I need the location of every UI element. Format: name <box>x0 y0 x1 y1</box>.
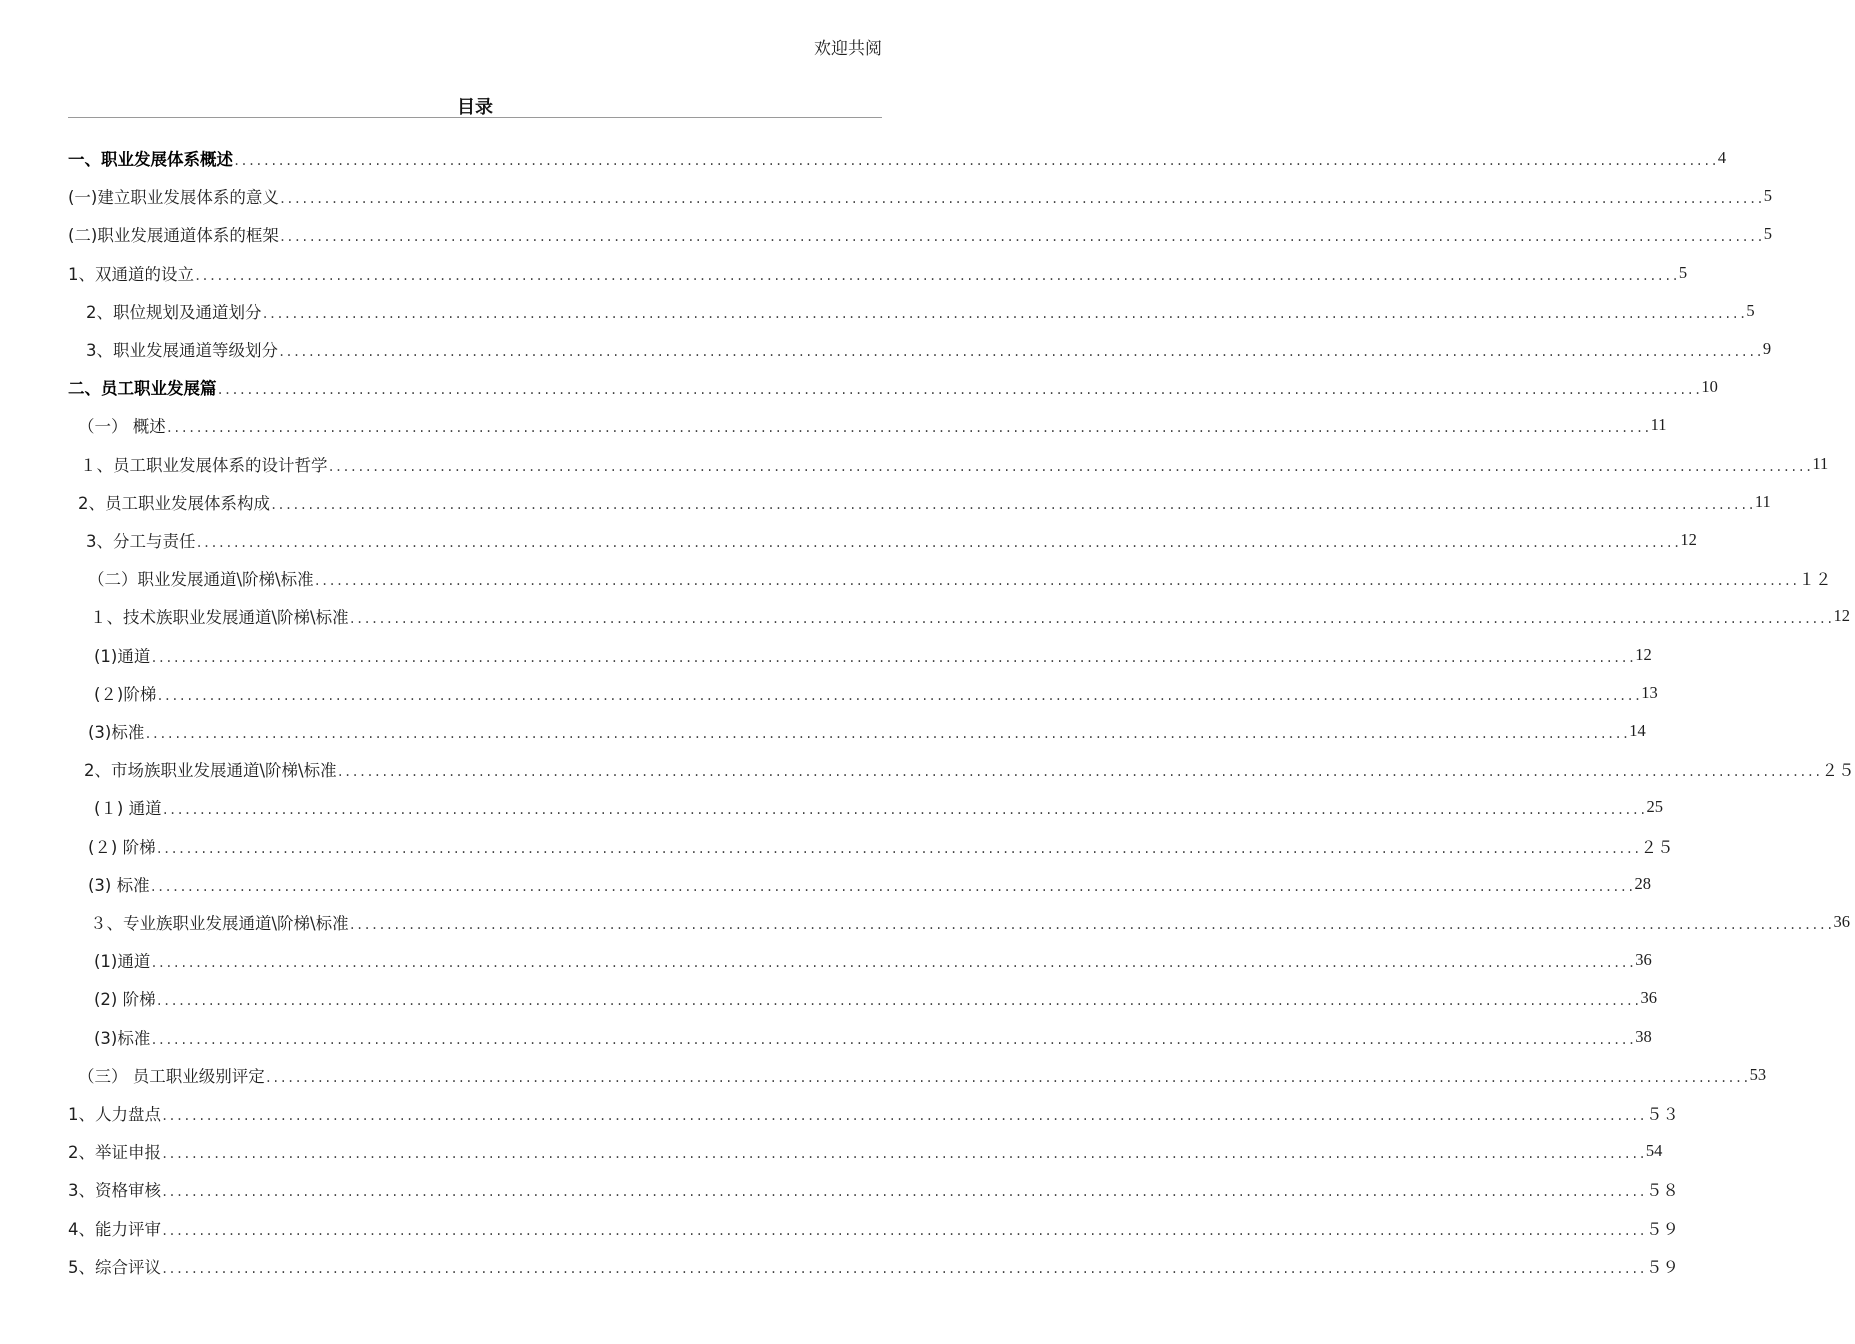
toc-entry-label: (3)标准 <box>94 1029 151 1048</box>
toc-entry[interactable] <box>78 412 1667 438</box>
toc-entry[interactable] <box>68 260 1688 286</box>
toc-entry-label: (２)阶梯 <box>94 685 157 704</box>
toc-entry-page-number: 5 <box>1763 224 1773 243</box>
toc-entry-page-number: 9 <box>1762 339 1772 358</box>
toc-entry-label: 2、市场族职业发展通道\阶梯\标准 <box>84 761 337 780</box>
toc-entry[interactable] <box>80 451 1829 477</box>
toc-leader-dots: ........................................................................................................................................................................................................ <box>150 651 1636 665</box>
toc-leader-dots: ........................................................................................................................................................................................................ <box>161 1262 1646 1276</box>
toc-entry[interactable] <box>94 985 1658 1011</box>
toc-entry[interactable] <box>68 1253 1679 1279</box>
toc-entry[interactable] <box>78 489 1771 515</box>
toc-leader-dots: ........................................................................................................................................................................................................ <box>270 498 1755 512</box>
toc-entry-page-number: 5 <box>1678 263 1688 282</box>
page-title: 目录 <box>457 97 493 118</box>
toc-entry-page-number: ５８ <box>1645 1181 1679 1200</box>
toc-entry-label: ３、专业族职业发展通道\阶梯\标准 <box>90 914 349 933</box>
toc-leader-dots: ........................................................................................................................................................................................................ <box>348 918 1834 932</box>
toc-entry-label: １、员工职业发展体系的设计哲学 <box>80 456 328 475</box>
toc-entry[interactable] <box>86 298 1755 324</box>
toc-entry-page-number: 36 <box>1640 988 1658 1007</box>
toc-entry-label: 一、职业发展体系概述 <box>68 150 233 169</box>
toc-entry-label: １、技术族职业发展通道\阶梯\标准 <box>90 608 349 627</box>
toc-entry[interactable] <box>68 1100 1679 1126</box>
toc-leader-dots: ........................................................................................................................................................................................................ <box>149 880 1635 894</box>
toc-entry-page-number: 36 <box>1833 912 1851 931</box>
toc-entry-label: 2、职位规划及通道划分 <box>86 303 262 322</box>
toc-entry-page-number: ５９ <box>1645 1220 1679 1239</box>
toc-entry-label: (3) 标准 <box>88 876 150 895</box>
toc-leader-dots: ........................................................................................................................................................................................................ <box>278 230 1764 244</box>
toc-leader-dots: ........................................................................................................................................................................................................ <box>278 192 1764 206</box>
toc-entry[interactable] <box>94 642 1652 668</box>
toc-entry[interactable] <box>94 680 1658 706</box>
toc-entry[interactable] <box>68 374 1718 400</box>
toc-entry[interactable] <box>90 909 1851 935</box>
toc-leader-dots: ........................................................................................................................................................................................................ <box>327 460 1813 474</box>
toc-entry[interactable] <box>88 833 1674 859</box>
toc-leader-dots: ........................................................................................................................................................................................................ <box>161 1109 1646 1123</box>
toc-entry-page-number: 11 <box>1812 454 1829 473</box>
toc-leader-dots: ........................................................................................................................................................................................................ <box>165 421 1651 435</box>
toc-leader-dots: ........................................................................................................................................................................................................ <box>161 1185 1646 1199</box>
toc-leader-dots: ........................................................................................................................................................................................................ <box>161 803 1647 817</box>
toc-entry-page-number: 5 <box>1763 186 1773 205</box>
toc-entry[interactable] <box>68 221 1773 247</box>
toc-entry[interactable] <box>88 871 1652 897</box>
toc-entry-page-number: 11 <box>1650 415 1667 434</box>
toc-entry[interactable] <box>84 756 1855 782</box>
toc-entry-label: (二)职业发展通道体系的框架 <box>68 226 279 245</box>
toc-entry[interactable] <box>94 794 1664 820</box>
toc-leader-dots: ........................................................................................................................................................................................................ <box>195 536 1681 550</box>
toc-entry-label: (3)标准 <box>88 723 145 742</box>
toc-entry-label: 4、能力评审 <box>68 1220 161 1239</box>
toc-entry-label: 5、综合评议 <box>68 1258 161 1277</box>
toc-entry-label: 2、举证申报 <box>68 1143 161 1162</box>
toc-entry-page-number: 38 <box>1635 1027 1652 1046</box>
toc-entry[interactable] <box>86 527 1697 553</box>
toc-entry[interactable] <box>78 1062 1767 1088</box>
toc-leader-dots: ........................................................................................................................................................................................................ <box>150 956 1636 970</box>
toc-entry-page-number: 36 <box>1635 950 1652 969</box>
toc-entry-page-number: 12 <box>1833 606 1851 625</box>
toc-leader-dots: ........................................................................................................................................................................................................ <box>233 154 1718 168</box>
toc-entry[interactable] <box>94 947 1652 973</box>
toc-entry-label: 1、双通道的设立 <box>68 265 194 284</box>
toc-leader-dots: ........................................................................................................................................................................................................ <box>313 574 1799 588</box>
toc-leader-dots: ........................................................................................................................................................................................................ <box>216 383 1702 397</box>
toc-entry-page-number: 25 <box>1646 797 1664 816</box>
toc-entry[interactable] <box>68 145 1727 171</box>
toc-entry-label: (一)建立职业发展体系的意义 <box>68 188 279 207</box>
toc-leader-dots: ........................................................................................................................................................................................................ <box>348 612 1834 626</box>
toc-entry-page-number: 10 <box>1701 377 1718 396</box>
toc-entry-label: （一） 概述 <box>78 417 166 436</box>
toc-entry[interactable] <box>68 183 1773 209</box>
toc-entry-page-number: 12 <box>1680 530 1697 549</box>
toc-entry-label: （三） 员工职业级别评定 <box>78 1067 265 1086</box>
toc-entry-label: 3、资格审核 <box>68 1181 161 1200</box>
toc-leader-dots: ........................................................................................................................................................................................................ <box>261 307 1747 321</box>
toc-entry-page-number: 54 <box>1645 1141 1663 1160</box>
toc-entry-label: (2) 阶梯 <box>94 990 156 1009</box>
toc-leader-dots: ........................................................................................................................................................................................................ <box>161 1224 1646 1238</box>
toc-entry[interactable] <box>86 336 1772 362</box>
toc-entry-label: (２) 阶梯 <box>88 838 156 857</box>
toc-entry-page-number: 12 <box>1635 645 1652 664</box>
toc-entry-label: 1、人力盘点 <box>68 1105 161 1124</box>
toc-entry-label: 3、分工与责任 <box>86 532 196 551</box>
toc-leader-dots: ........................................................................................................................................................................................................ <box>144 727 1630 741</box>
toc-leader-dots: ........................................................................................................................................................................................................ <box>156 689 1642 703</box>
page-header-text: 欢迎共阅 <box>814 39 882 59</box>
toc-entry-page-number: 4 <box>1717 148 1727 167</box>
toc-entry-page-number: １２ <box>1798 570 1832 589</box>
toc-entry-label: 3、职业发展通道等级划分 <box>86 341 278 360</box>
toc-entry-page-number: 53 <box>1749 1065 1767 1084</box>
toc-entry-label: (1)通道 <box>94 952 151 971</box>
toc-leader-dots: ........................................................................................................................................................................................................ <box>194 269 1679 283</box>
toc-entry-page-number: ５３ <box>1645 1105 1679 1124</box>
toc-entry-label: (１) 通道 <box>94 799 162 818</box>
toc-entry-page-number: ２５ <box>1640 838 1674 857</box>
toc-entry-label: (1)通道 <box>94 647 151 666</box>
toc-leader-dots: ........................................................................................................................................................................................................ <box>161 1147 1646 1161</box>
toc-leader-dots: ........................................................................................................................................................................................................ <box>278 345 1763 359</box>
toc-entry-page-number: ５９ <box>1645 1258 1679 1277</box>
toc-entry[interactable] <box>94 1024 1652 1050</box>
toc-entry-label: （二）职业发展通道\阶梯\标准 <box>88 570 314 589</box>
toc-entry-page-number: 11 <box>1754 492 1771 511</box>
toc-leader-dots: ........................................................................................................................................................................................................ <box>150 1033 1636 1047</box>
toc-leader-dots: ........................................................................................................................................................................................................ <box>155 842 1641 856</box>
toc-entry[interactable] <box>88 718 1646 744</box>
toc-leader-dots: ........................................................................................................................................................................................................ <box>336 765 1822 779</box>
toc-leader-dots: ........................................................................................................................................................................................................ <box>264 1071 1750 1085</box>
toc-entry-page-number: 13 <box>1641 683 1658 702</box>
toc-entry[interactable] <box>68 1138 1663 1164</box>
toc-entry[interactable] <box>88 565 1832 591</box>
toc-entry[interactable] <box>90 603 1851 629</box>
toc-leader-dots: ........................................................................................................................................................................................................ <box>155 994 1641 1008</box>
toc-entry-page-number: 5 <box>1746 301 1755 320</box>
toc-entry-label: 二、员工职业发展篇 <box>68 379 217 398</box>
toc-entry-page-number: 14 <box>1629 721 1646 740</box>
toc-entry-label: 2、员工职业发展体系构成 <box>78 494 270 513</box>
toc-entry-page-number: 28 <box>1634 874 1652 893</box>
toc-entry[interactable] <box>68 1176 1679 1202</box>
toc-entry-page-number: ２５ <box>1821 761 1855 780</box>
toc-entry[interactable] <box>68 1215 1679 1241</box>
